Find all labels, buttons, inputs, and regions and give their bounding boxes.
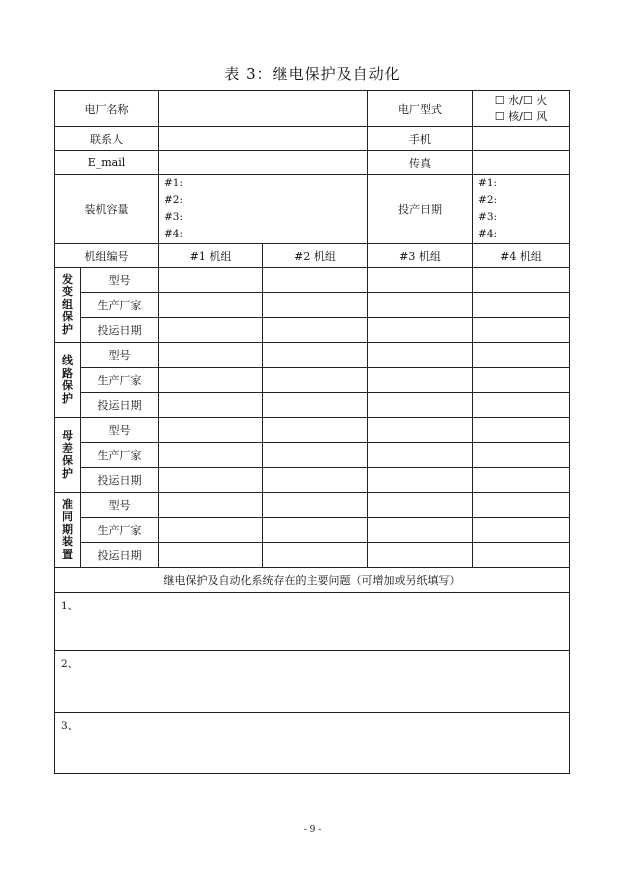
plant-name-label: 电厂名称 <box>55 91 159 127</box>
cell[interactable] <box>263 293 368 318</box>
row-label-commission-date: 投运日期 <box>81 468 159 493</box>
cell[interactable] <box>473 318 570 343</box>
capacity-unit-1: #1: <box>164 177 184 189</box>
cell[interactable] <box>368 493 473 518</box>
cell[interactable] <box>473 393 570 418</box>
cell[interactable] <box>368 368 473 393</box>
cell[interactable] <box>159 468 263 493</box>
cell[interactable] <box>473 268 570 293</box>
commission-date-field[interactable] <box>473 175 570 244</box>
row-label-commission-date: 投运日期 <box>81 318 159 343</box>
commission-unit-3: #3: <box>478 211 498 223</box>
category-generator-transformer: 发 变 组 保 护 <box>55 268 81 343</box>
email-label: E_mail <box>55 151 159 175</box>
cell[interactable] <box>473 468 570 493</box>
cell[interactable] <box>159 318 263 343</box>
cell[interactable] <box>159 418 263 443</box>
cell[interactable] <box>473 493 570 518</box>
plant-name-field[interactable] <box>159 91 368 127</box>
cell[interactable] <box>368 393 473 418</box>
capacity-unit-4: #4: <box>164 228 184 240</box>
commission-unit-1: #1: <box>478 177 498 189</box>
cell[interactable] <box>159 268 263 293</box>
capacity-label: 装机容量 <box>55 175 159 244</box>
cell[interactable] <box>368 443 473 468</box>
row-label-commission-date: 投运日期 <box>81 393 159 418</box>
cell[interactable] <box>473 418 570 443</box>
cell[interactable] <box>368 543 473 568</box>
capacity-unit-3: #3: <box>164 211 184 223</box>
category-line-protection: 线 路 保 护 <box>55 343 81 418</box>
row-label-manufacturer: 生产厂家 <box>81 293 159 318</box>
cell[interactable] <box>473 343 570 368</box>
cell[interactable] <box>159 493 263 518</box>
phone-label: 手机 <box>368 127 473 151</box>
issue-entry-3[interactable]: 3、 <box>55 713 570 774</box>
commission-unit-4: #4: <box>478 228 498 240</box>
plant-type-label: 电厂型式 <box>368 91 473 127</box>
cell[interactable] <box>368 343 473 368</box>
row-label-manufacturer: 生产厂家 <box>81 443 159 468</box>
cell[interactable] <box>159 368 263 393</box>
cell[interactable] <box>263 493 368 518</box>
cell[interactable] <box>159 393 263 418</box>
phone-field[interactable] <box>473 127 570 151</box>
cell[interactable] <box>368 293 473 318</box>
contact-field[interactable] <box>159 127 368 151</box>
form-title: 表 3：继电保护及自动化 <box>224 65 401 83</box>
cell[interactable] <box>473 543 570 568</box>
cell[interactable] <box>368 518 473 543</box>
commission-unit-2: #2: <box>478 194 498 206</box>
cell[interactable] <box>473 443 570 468</box>
plant-type-options[interactable] <box>473 91 570 127</box>
cell[interactable] <box>263 418 368 443</box>
issue-entry-2[interactable]: 2、 <box>55 651 570 713</box>
row-label-manufacturer: 生产厂家 <box>81 368 159 393</box>
contact-label: 联系人 <box>55 127 159 151</box>
page-number: - 9 - <box>303 825 322 835</box>
commission-date-label: 投产日期 <box>368 175 473 244</box>
capacity-field[interactable] <box>159 175 368 244</box>
cell[interactable] <box>473 368 570 393</box>
cell[interactable] <box>159 518 263 543</box>
unit-1-header: #1 机组 <box>159 244 263 268</box>
cell[interactable] <box>159 293 263 318</box>
row-label-model: 型号 <box>81 418 159 443</box>
cell[interactable] <box>473 293 570 318</box>
row-label-manufacturer: 生产厂家 <box>81 518 159 543</box>
unit-number-label: 机组编号 <box>55 244 159 268</box>
unit-3-header: #3 机组 <box>368 244 473 268</box>
cell[interactable] <box>263 268 368 293</box>
fax-field[interactable] <box>473 151 570 175</box>
capacity-unit-2: #2: <box>164 194 184 206</box>
row-label-model: 型号 <box>81 343 159 368</box>
cell[interactable] <box>263 468 368 493</box>
row-label-model: 型号 <box>81 493 159 518</box>
unit-4-header: #4 机组 <box>473 244 570 268</box>
row-label-model: 型号 <box>81 268 159 293</box>
cell[interactable] <box>263 318 368 343</box>
cell[interactable] <box>159 443 263 468</box>
unit-2-header: #2 机组 <box>263 244 368 268</box>
row-label-commission-date: 投运日期 <box>81 543 159 568</box>
relay-protection-form <box>54 90 570 774</box>
cell[interactable] <box>263 543 368 568</box>
issue-entry-1[interactable]: 1、 <box>55 593 570 651</box>
plant-type-option-nuclear-wind[interactable]: ☐ 核/☐ 风 <box>494 109 548 123</box>
category-synchronizer: 准 同 期 装 置 <box>55 493 81 568</box>
email-field[interactable] <box>159 151 368 175</box>
cell[interactable] <box>368 318 473 343</box>
cell[interactable] <box>263 518 368 543</box>
cell[interactable] <box>368 418 473 443</box>
category-busbar-differential: 母 差 保 护 <box>55 418 81 493</box>
plant-type-option-hydro-thermal[interactable]: ☐ 水/☐ 火 <box>494 93 548 107</box>
cell[interactable] <box>263 343 368 368</box>
cell[interactable] <box>263 443 368 468</box>
cell[interactable] <box>368 468 473 493</box>
issues-header: 继电保护及自动化系统存在的主要问题（可增加或另纸填写） <box>55 568 570 593</box>
cell[interactable] <box>473 518 570 543</box>
cell[interactable] <box>159 343 263 368</box>
cell[interactable] <box>263 393 368 418</box>
cell[interactable] <box>368 268 473 293</box>
fax-label: 传真 <box>368 151 473 175</box>
cell[interactable] <box>263 368 368 393</box>
cell[interactable] <box>159 543 263 568</box>
